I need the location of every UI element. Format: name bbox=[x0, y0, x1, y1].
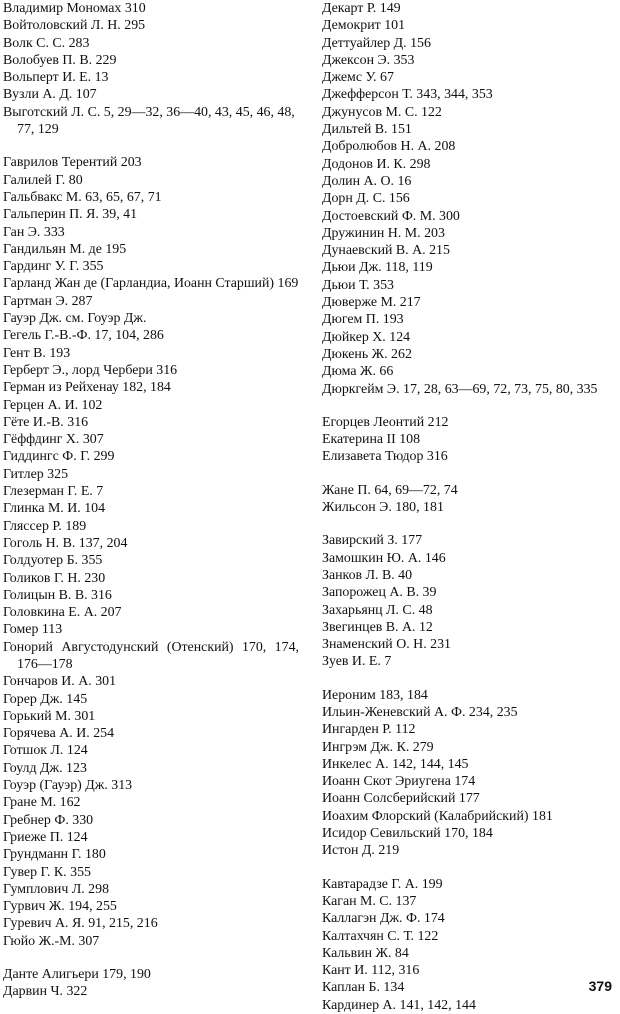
index-entry: Жильсон Э. 180, 181 bbox=[322, 500, 444, 516]
index-entry: Голдуотер Б. 355 bbox=[3, 553, 103, 569]
index-entry: Горький М. 301 bbox=[3, 708, 96, 724]
index-entry: Жане П. 64, 69—72, 74 bbox=[322, 482, 458, 498]
index-entry: Джексон Э. 353 bbox=[322, 52, 415, 68]
index-entry: Дьюи Дж. 118, 119 bbox=[322, 260, 433, 276]
index-entry: Кардинер А. 141, 142, 144 bbox=[322, 997, 476, 1013]
index-entry: Иоахим Флорский (Калабрийский) 181 bbox=[322, 808, 553, 824]
index-entry: Гюйо Ж.-М. 307 bbox=[3, 933, 100, 949]
index-entry: Каплан Б. 134 bbox=[322, 980, 405, 996]
index-entry: Галилей Г. 80 bbox=[3, 172, 83, 188]
index-entry: Дорн Д. С. 156 bbox=[322, 191, 410, 207]
index-entry: Дунаевский В. А. 215 bbox=[322, 243, 450, 259]
index-entry: Достоевский Ф. М. 300 bbox=[322, 208, 460, 224]
index-entry: Дюйкер Х. 124 bbox=[322, 329, 411, 345]
index-entry: Джунусов М. С. 122 bbox=[322, 104, 442, 120]
index-entry: Екатерина II 108 bbox=[322, 432, 421, 448]
index-entry: Кавтарадзе Г. А. 199 bbox=[322, 876, 443, 892]
index-entry: Запорожец А. В. 39 bbox=[322, 585, 437, 601]
index-entry: Звегинцев В. А. 12 bbox=[322, 619, 433, 635]
index-entry: Кальвин Ж. 84 bbox=[322, 945, 409, 961]
index-entry: Дюверже М. 217 bbox=[322, 295, 421, 311]
index-entry: Гандильян М. де 195 bbox=[3, 241, 127, 257]
index-entry: Герман из Рейхенау 182, 184 bbox=[3, 380, 171, 396]
index-entry: Глинка М. И. 104 bbox=[3, 501, 106, 517]
index-entry: Добролюбов Н. А. 208 bbox=[322, 139, 456, 155]
index-entry: Гране М. 162 bbox=[3, 795, 81, 811]
index-entry: Горячева А. И. 254 bbox=[3, 726, 115, 742]
index-entry: Гартман Э. 287 bbox=[3, 293, 93, 309]
index-entry: Гальбвакс М. 63, 65, 67, 71 bbox=[3, 189, 162, 205]
index-entry: Герберт Э., лорд Чербери 316 bbox=[3, 362, 178, 378]
index-entry: Гребнер Ф. 330 bbox=[3, 812, 94, 828]
index-entry: Исидор Севильский 170, 184 bbox=[322, 826, 493, 842]
index-entry: Ильин-Женевский А. Ф. 234, 235 bbox=[322, 704, 518, 720]
index-entry: Вузли А. Д. 107 bbox=[3, 87, 97, 103]
index-entry: Готшок Л. 124 bbox=[3, 743, 88, 759]
index-entry: Голиков Г. Н. 230 bbox=[3, 570, 106, 586]
index-entry: Владимир Мономах 310 bbox=[3, 1, 146, 16]
index-entry: Демокрит 101 bbox=[322, 18, 406, 34]
index-entry: Инкелес А. 142, 144, 145 bbox=[322, 756, 469, 772]
index-entry: Кант И. 112, 316 bbox=[322, 963, 420, 979]
index-entry: Ингарден Р. 112 bbox=[322, 722, 416, 738]
index-entry: Гитлер 325 bbox=[3, 466, 69, 482]
page-number: 379 bbox=[588, 978, 612, 994]
index-entry: Иоанн Солсберийский 177 bbox=[322, 791, 480, 807]
index-entry: Гиддингс Ф. Г. 299 bbox=[3, 449, 115, 465]
index-entry: Долин А. О. 16 bbox=[322, 173, 412, 189]
index-entry: Гоулд Дж. 123 bbox=[3, 760, 87, 776]
index-entry: Гриеже П. 124 bbox=[3, 829, 88, 845]
index-entry: Вольперт И. Е. 13 bbox=[3, 70, 109, 86]
index-column-left bbox=[3, 0, 299, 1001]
index-entry: Гоголь Н. В. 137, 204 bbox=[3, 535, 128, 551]
index-entry: Гончаров И. А. 301 bbox=[3, 674, 117, 690]
index-entry: Дюгем П. 193 bbox=[322, 312, 404, 328]
index-entry: Гегель Г.-В.-Ф. 17, 104, 286 bbox=[3, 328, 164, 344]
index-entry: Головкина Е. А. 207 bbox=[3, 605, 122, 621]
index-entry: Гоуэр (Гауэр) Дж. 313 bbox=[3, 778, 133, 794]
index-entry: Гаврилов Терентий 203 bbox=[3, 155, 142, 171]
index-entry: Гурвич Ж. 194, 255 bbox=[3, 899, 117, 915]
index-entry: Голицын В. В. 316 bbox=[3, 587, 112, 603]
index-entry: Завирский З. 177 bbox=[322, 533, 423, 549]
index-entry: Ган Э. 333 bbox=[3, 224, 65, 240]
index-entry: Дьюи Т. 353 bbox=[322, 277, 394, 293]
index-entry: Гляссер Р. 189 bbox=[3, 518, 87, 534]
index-entry: Гауэр Дж. см. Гоуэр Дж. bbox=[3, 311, 147, 327]
index-entry: Иоанн Скот Эриугена 174 bbox=[322, 774, 476, 790]
index-entry: Грундманн Г. 180 bbox=[3, 847, 106, 863]
index-entry: Каллагэн Дж. Ф. 174 bbox=[322, 911, 445, 927]
index-entry: Дюркгейм Э. 17, 28, 63—69, 72, 73, 75, 80, 335 bbox=[322, 381, 598, 397]
index-entry: Занков Л. В. 40 bbox=[322, 567, 413, 583]
index-entry: Глезерман Г. Е. 7 bbox=[3, 484, 104, 500]
index-entry: Додонов И. К. 298 bbox=[322, 156, 431, 172]
index-entry: Джефферсон Т. 343, 344, 353 bbox=[322, 87, 493, 103]
index-entry: Иероним 183, 184 bbox=[322, 687, 428, 703]
index-entry: Дружинин Н. М. 203 bbox=[322, 225, 445, 241]
index-entry: Гомер 113 bbox=[3, 622, 63, 638]
index-entry: Дюма Ж. 66 bbox=[322, 364, 394, 380]
index-entry: Гувер Г. К. 355 bbox=[3, 864, 91, 880]
index-entry: Егорцев Леонтий 212 bbox=[322, 414, 449, 430]
index-entry: Дильтей В. 151 bbox=[322, 122, 412, 138]
index-entry: Гонорий Августодунский (Отенский) 170, 174, 176—178 bbox=[3, 639, 299, 672]
index-entry: Деттуайлер Д. 156 bbox=[322, 35, 431, 51]
index-entry: Волк С. С. 283 bbox=[3, 35, 90, 51]
index-entry: Дарвин Ч. 322 bbox=[3, 984, 88, 1000]
index-entry: Войтоловский Л. Н. 295 bbox=[3, 18, 146, 34]
index-entry: Гардинг У. Г. 355 bbox=[3, 259, 104, 275]
index-entry: Герцен А. И. 102 bbox=[3, 397, 103, 413]
index-entry: Гарланд Жан де (Гарландиа, Иоанн Старший) 169 bbox=[3, 276, 299, 292]
index-entry: Гальперин П. Я. 39, 41 bbox=[3, 207, 138, 223]
index-entry: Истон Д. 219 bbox=[322, 843, 400, 859]
index-entry: Ингрэм Дж. К. 279 bbox=[322, 739, 434, 755]
index-entry: Зуев И. Е. 7 bbox=[322, 654, 392, 670]
index-entry: Каган М. С. 137 bbox=[322, 893, 417, 909]
index-entry: Данте Алигьери 179, 190 bbox=[3, 967, 151, 983]
index-entry: Гёте И.-В. 316 bbox=[3, 414, 89, 430]
index-entry: Гент В. 193 bbox=[3, 345, 71, 361]
index-entry: Волобуев П. В. 229 bbox=[3, 52, 117, 68]
index-entry: Горер Дж. 145 bbox=[3, 691, 88, 707]
index-column-right bbox=[322, 0, 620, 1014]
index-entry: Декарт Р. 149 bbox=[322, 1, 401, 16]
index-entry: Гуревич А. Я. 91, 215, 216 bbox=[3, 916, 158, 932]
index-entry: Джемс У. 67 bbox=[322, 70, 394, 86]
index-entry: Гёффдинг Х. 307 bbox=[3, 432, 104, 448]
index-entry: Дюкень Ж. 262 bbox=[322, 346, 412, 362]
index-entry: Выготский Л. С. 5, 29—32, 36—40, 43, 45, 46, 48, 77, 129 bbox=[3, 104, 295, 138]
index-entry: Захарьянц Л. С. 48 bbox=[322, 602, 433, 618]
index-entry: Гумплович Л. 298 bbox=[3, 881, 110, 897]
index-entry: Калтахчян С. Т. 122 bbox=[322, 928, 439, 944]
index-entry: Замошкин Ю. А. 146 bbox=[322, 550, 446, 566]
index-entry: Елизавета Тюдор 316 bbox=[322, 449, 448, 465]
index-entry: Знаменский О. Н. 231 bbox=[322, 637, 451, 653]
